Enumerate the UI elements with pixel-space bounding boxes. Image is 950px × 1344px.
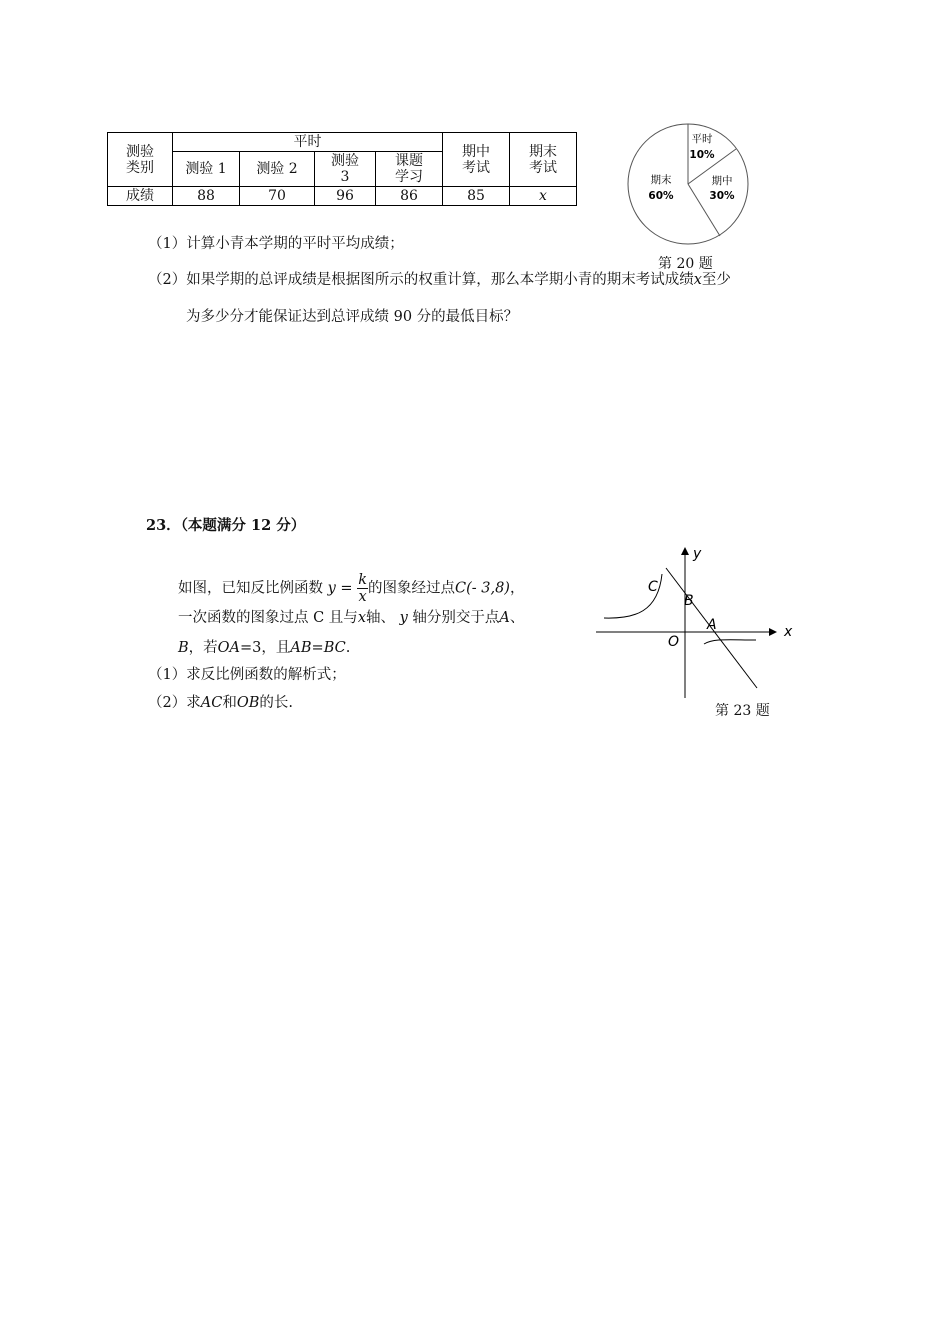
header-pingshi: 平时 xyxy=(173,133,443,152)
q23-part1: （1）求反比例函数的解析式； xyxy=(148,667,346,683)
graph-caption: 第 23 题 xyxy=(715,703,770,719)
q23-line2: 一次函数的图象过点 C 且与x轴、 y 轴分别交于点A、 xyxy=(178,610,525,626)
q20-part2-line1: （2）如果学期的总评成绩是根据图所示的权重计算，那么本学期小青的期末考试成绩x至少 xyxy=(148,272,731,288)
pie-value-qimo: 60% xyxy=(648,190,674,202)
score-cell: 88 xyxy=(173,187,240,206)
row-label: 成绩 xyxy=(108,187,173,206)
score-table xyxy=(107,132,577,206)
q20-part1: （1）计算小青本学期的平时平均成绩； xyxy=(148,236,404,252)
label-o: O xyxy=(668,634,680,650)
score-cell: 85 xyxy=(443,187,510,206)
fraction-k-over-x: $\frac{k}{x}$ xyxy=(358,572,367,605)
subheader-test1: 测验 1 xyxy=(173,152,240,187)
label-c: C xyxy=(648,579,658,595)
q23-heading: 23．（本题满分 12 分） xyxy=(146,517,306,534)
header-final: 期末 考试 xyxy=(510,133,577,187)
pie-label-pingshi: 平时 xyxy=(691,133,713,145)
score-cell: x xyxy=(510,187,577,206)
q23-part2: （2）求AC和OB的长. xyxy=(148,695,293,711)
weight-pie-chart xyxy=(620,118,760,250)
pie-value-qizhong: 30% xyxy=(709,190,735,202)
pie-label-qimo: 期末 xyxy=(650,174,672,186)
header-midterm: 期中 考试 xyxy=(443,133,510,187)
label-b: B xyxy=(684,593,694,609)
subheader-test2: 测验 2 xyxy=(240,152,315,187)
label-y: y xyxy=(693,546,702,562)
label-x: x xyxy=(784,624,793,640)
score-cell: 96 xyxy=(315,187,376,206)
score-cell: 86 xyxy=(376,187,443,206)
q23-line1: 如图，已知反比例函数 y = $\frac{k}{x}$ 的图象经过点C(- 3,8)， xyxy=(178,572,525,605)
score-cell: 70 xyxy=(240,187,315,206)
q23-line3: B，若OA=3，且AB=BC. xyxy=(178,640,351,656)
pie-label-qizhong: 期中 xyxy=(711,175,733,187)
subheader-test3: 测验 3 xyxy=(315,152,376,187)
function-graph xyxy=(590,540,800,700)
subheader-project: 课题 学习 xyxy=(376,152,443,187)
hyperbola-right-branch xyxy=(704,640,756,644)
pie-value-pingshi: 10% xyxy=(689,149,715,161)
pie-caption: 第 20 题 xyxy=(658,256,713,272)
header-category: 测验 类别 xyxy=(108,133,173,187)
label-a: A xyxy=(707,617,717,633)
q20-part2-line2: 为多少分才能保证达到总评成绩 90 分的最低目标？ xyxy=(186,309,519,325)
